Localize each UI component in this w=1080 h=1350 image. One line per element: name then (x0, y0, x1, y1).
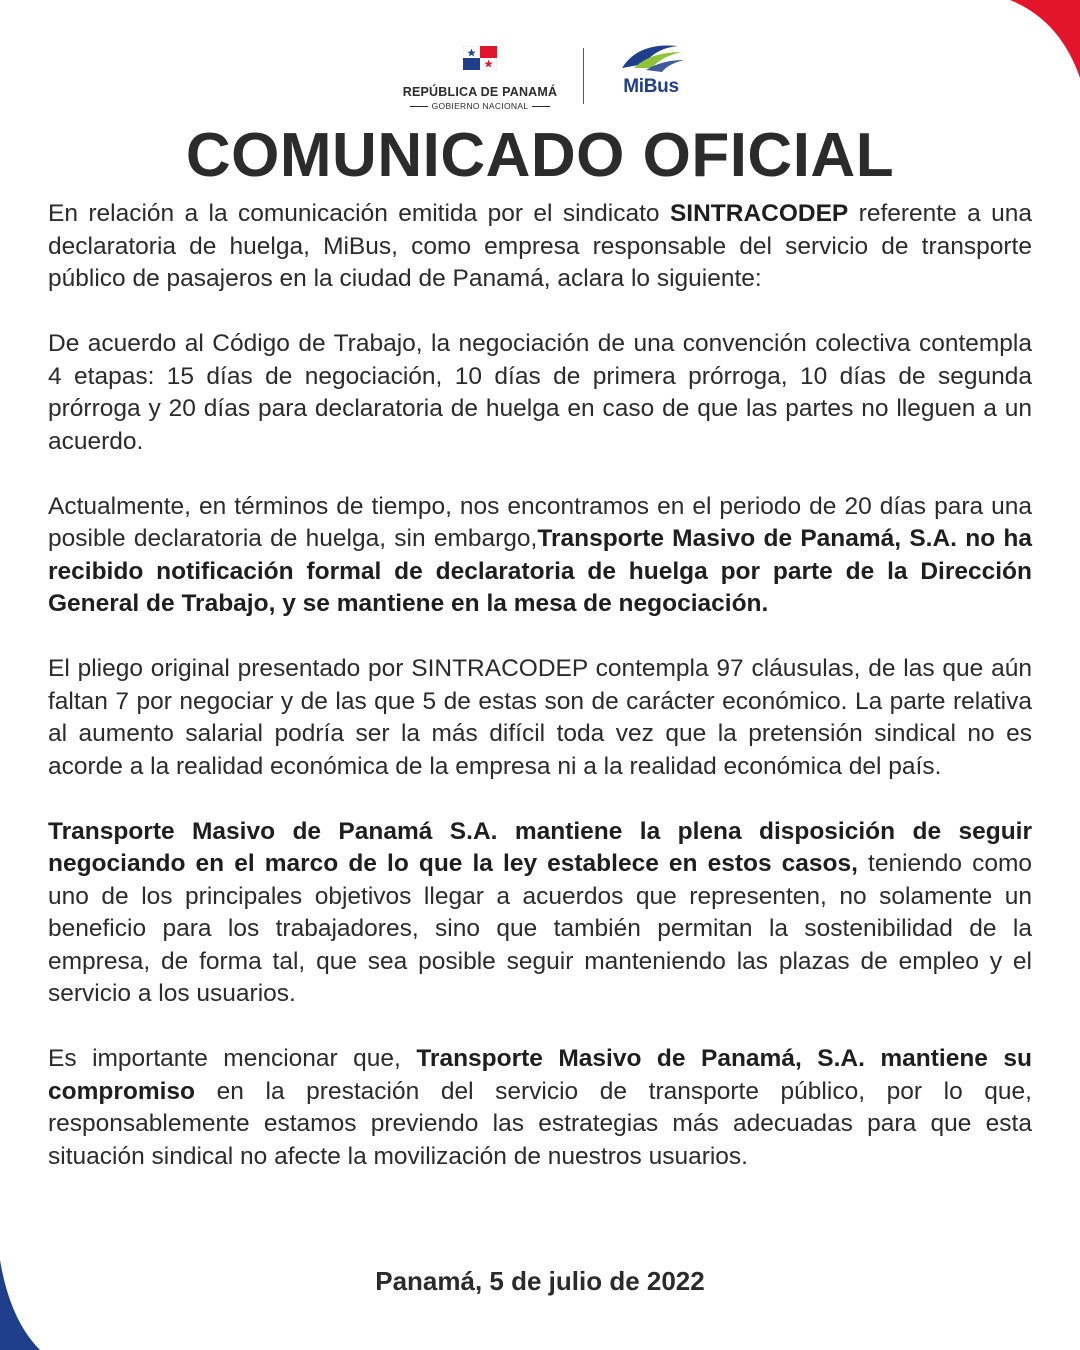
paragraph-1-bold: SINTRACODEP (669, 200, 849, 227)
statement-date: Panamá, 5 de julio de 2022 (375, 1266, 705, 1296)
header-divider (583, 48, 584, 104)
government-logo (380, 46, 580, 111)
paragraph-4: El pliego original presentado por SINTRACODEP contempla 97 cláusulas, de las que aún faltan 7 por negociar y de las que 5 de estas son de carácter económico. La parte relativa al aumento salarial podría ser la más difícil toda vez que la pretensión sindical no es acorde a la realidad económica de la empresa ni a la realidad económica del país. (48, 655, 1032, 780)
mibus-logo (606, 38, 696, 98)
paragraph-6-text-c: en la prestación del servicio de transporte público, por lo que, responsablemente estamos previendo las estrategias más adecuadas para que esta situación sindical no afecte la movilización de nuestros usuarios. (48, 1077, 1032, 1170)
paragraph-5-text-b: teniendo como uno de los principales objetivos llegar a acuerdos que representen, no solamente un beneficio para los trabajadores, sino que también permitan la sostenibilidad de la empresa, de forma tal, que sea posible seguir manteniendo las plazas de empleo y el servicio a los usuarios. (48, 850, 1033, 1007)
paragraph-5 (48, 816, 1032, 1011)
paragraph-5-bold: Transporte Masivo de Panamá S.A. mantiene la plena disposición de seguir negociando en el marco de lo que la ley establece en estos casos, (48, 817, 1032, 877)
paragraph-6-text-a: Es importante mencionar que, (48, 1045, 417, 1072)
paragraph-6 (48, 1043, 1032, 1173)
statement-body (48, 198, 1032, 1206)
paragraph-1-text-a: En relación a la comunicación emitida por el sindicato (48, 200, 670, 227)
paragraph-3 (48, 491, 1032, 621)
gov-subtitle-row (380, 101, 580, 111)
mibus-swoosh-icon (616, 38, 686, 78)
page-title: COMUNICADO OFICIAL (185, 121, 895, 190)
paragraph-1-text-c: referente a una declaratoria de huelga, MiBus, como empresa responsable del servicio de transporte público de pasajeros en la ciudad de Panamá, aclara lo siguiente: (48, 200, 1032, 292)
paragraph-2: De acuerdo al Código de Trabajo, la negociación de una convención colectiva contempla 4 etapas: 15 días de negociación, 10 días de primera prórroga, 10 días de segunda prórroga y 20 días para declaratoria de huelga en caso de que las partes no lleguen a un acuerdo. (48, 330, 1032, 455)
paragraph-3-bold: Transporte Masivo de Panamá, S.A. no ha recibido notificación formal de declaratoria de huelga por parte de la Dirección General de Trabajo, y se mantiene en la mesa de negociación. (48, 525, 1032, 617)
gov-subtitle: GOBIERNO NACIONAL (431, 101, 529, 111)
mibus-brand-text: MiBus (623, 76, 679, 97)
paragraph-6-bold: Transporte Masivo de Panamá, S.A. mantiene su compromiso (48, 1045, 1032, 1105)
gov-title: REPÚBLICA DE PANAMÁ (402, 85, 558, 99)
paragraph-3-text-a: Actualmente, en términos de tiempo, nos encontramos en el periodo de 20 días para una posible declaratoria de huelga, sin embargo, (48, 492, 1032, 552)
header (0, 38, 1080, 110)
panama-flag-icon (463, 46, 497, 70)
paragraph-1 (48, 198, 1032, 296)
